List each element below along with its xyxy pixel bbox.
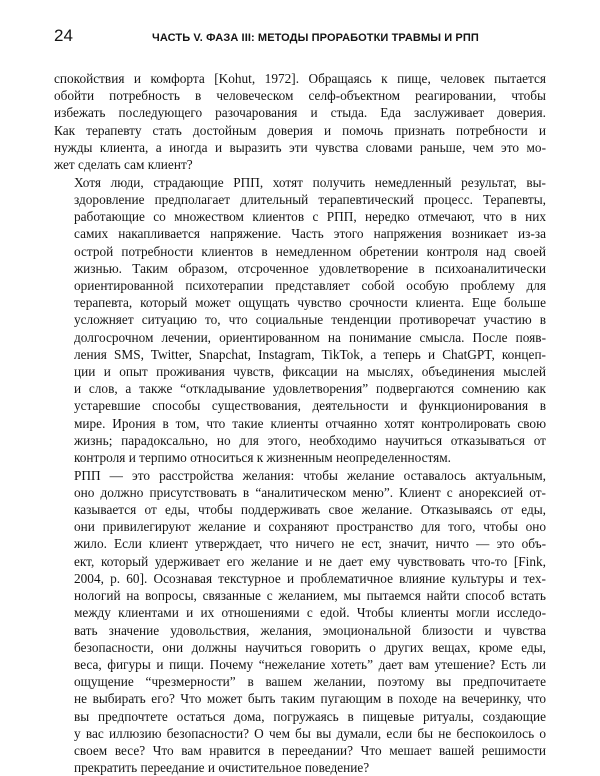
- paragraph: [54, 70, 546, 173]
- text-line: и слов, а также “откладывание удовлетворения” подвергаются сомнению как: [74, 381, 546, 397]
- text-line: своем весе? Что вам нравится в переедании? Что мешает вашей решимости: [74, 742, 546, 758]
- text-line: веса, фигуры и пищи. Почему “нежелание хотеть” дает вам утешение? Есть ли: [74, 656, 546, 672]
- text-line: жет сделать сам клиент?: [54, 157, 193, 173]
- text-line: Как терапевту стать достойным доверия и помочь признать потребности и: [54, 122, 546, 138]
- paragraph: [54, 174, 546, 466]
- text-line: ции и опыт проживания чувств, фиксации на мыслях, объединения мыслей: [74, 363, 546, 379]
- text-line: жизнь; парадоксально, но для этого, необходимо научиться отказываться от: [74, 432, 546, 448]
- text-line: обойти потребность в человеческом селф-объектном реагировании, чтобы: [54, 88, 546, 104]
- text-line: вать значение удовольствия, желания, эмоциональной близости и чувства: [74, 622, 546, 638]
- text-line: жило. Если клиент утверждает, что ничего не ест, значит, ничто — это объ-: [74, 536, 546, 552]
- text-line: избежать последующего разочарования и стыда. Еда заслуживает доверия.: [54, 105, 546, 121]
- text-line: нужды клиента, а иногда и выразить эти чувства словами раньше, чем это мо-: [54, 139, 546, 155]
- text-line: вы предпочтете остаться дома, погружаясь в пищевые ритуалы, создающие: [74, 708, 546, 724]
- text-line: прекратить переедание и очистительное поведение?: [74, 760, 370, 776]
- page-header: [54, 26, 564, 52]
- text-line: усложняет ситуацию то, что социальные тенденции противоречат участию в: [74, 312, 546, 328]
- text-line: жизнью. Таким образом, отсроченное удовлетворение в психоаналитически: [74, 260, 546, 276]
- text-line: казывается от еды, чтобы поддерживать свое желание. Отказываясь от еды,: [74, 502, 546, 518]
- text-line: контроля и терпимо относиться к жизненным неопределенностям.: [74, 449, 451, 465]
- text-line: острой потребности клиентов в немедленном обретении контроля над своей: [74, 243, 546, 259]
- text-line: между клиентами и их отношениями с едой. Чтобы клиенты могли исследо-: [74, 605, 546, 621]
- text-line: работающие со множеством клиентов с РПП, нередко отмечают, что в них: [74, 209, 546, 225]
- text-line: ориентированной психотерапии представляет собой особую проблему для: [74, 277, 546, 293]
- text-line: ощущение “чрезмерности” в вашем желании, поэтому вы предпочитаете: [74, 674, 546, 690]
- text-line: нологий на вопросы, связанные с желанием, мы пытаемся найти способ встать: [74, 588, 546, 604]
- paragraph: [54, 467, 546, 776]
- text-line: устаревшие способы существования, деятельности и функционирования в: [74, 398, 546, 414]
- text-line: мире. Ирония в том, что такие клиенты отчаянно хотят контролировать свою: [74, 415, 546, 431]
- page-number: 24: [54, 26, 73, 45]
- body-text: [54, 70, 546, 776]
- text-line: самих накапливается напряжение. Часть этого напряжения возникает из-за: [74, 226, 546, 242]
- text-line: здоровление предполагает длительный терапевтический процесс. Терапевты,: [74, 191, 546, 207]
- running-head: ЧАСТЬ V. ФАЗА III: МЕТОДЫ ПРОРАБОТКИ ТРАВМЫ И РПП: [152, 32, 479, 44]
- text-line: РПП — это расстройства желания: чтобы желание оставалось актуальным,: [74, 467, 546, 483]
- text-line: долгосрочном лечении, ориентированном на понимание смысла. После появ-: [74, 329, 546, 345]
- text-line: у вас иллюзию безопасности? О чем бы вы думали, если бы не беспокоилось о: [74, 725, 546, 741]
- text-line: ления SMS, Twitter, Snapchat, Instagram, TikTok, а теперь и ChatGPT, концеп-: [74, 346, 546, 362]
- text-line: 2004, p. 60]. Осознавая текстурное и проблематичное влияние культуры и тех-: [74, 570, 546, 586]
- text-line: ект, который удерживает его желание и не дает ему чувствовать что-то [Fink,: [74, 553, 546, 569]
- text-line: оно должно присутствовать в “аналитическом меню”. Клиент с анорексией от-: [74, 484, 546, 500]
- text-line: они привилегируют желание и сохраняют пространство для того, чтобы оно: [74, 519, 546, 535]
- text-line: безопасности, они должны научиться говорить о других вещах, кроме еды,: [74, 639, 546, 655]
- text-line: терапевта, который может ощущать чувство срочности клиента. Еще больше: [74, 295, 546, 311]
- text-line: Хотя люди, страдающие РПП, хотят получить немедленный результат, вы-: [74, 174, 546, 190]
- text-line: спокойствия и комфорта [Kohut, 1972]. Обращаясь к пище, человек пытается: [54, 71, 546, 86]
- text-line: не выбирать его? Что может быть таким пугающим в походе на вечеринку, что: [74, 691, 546, 707]
